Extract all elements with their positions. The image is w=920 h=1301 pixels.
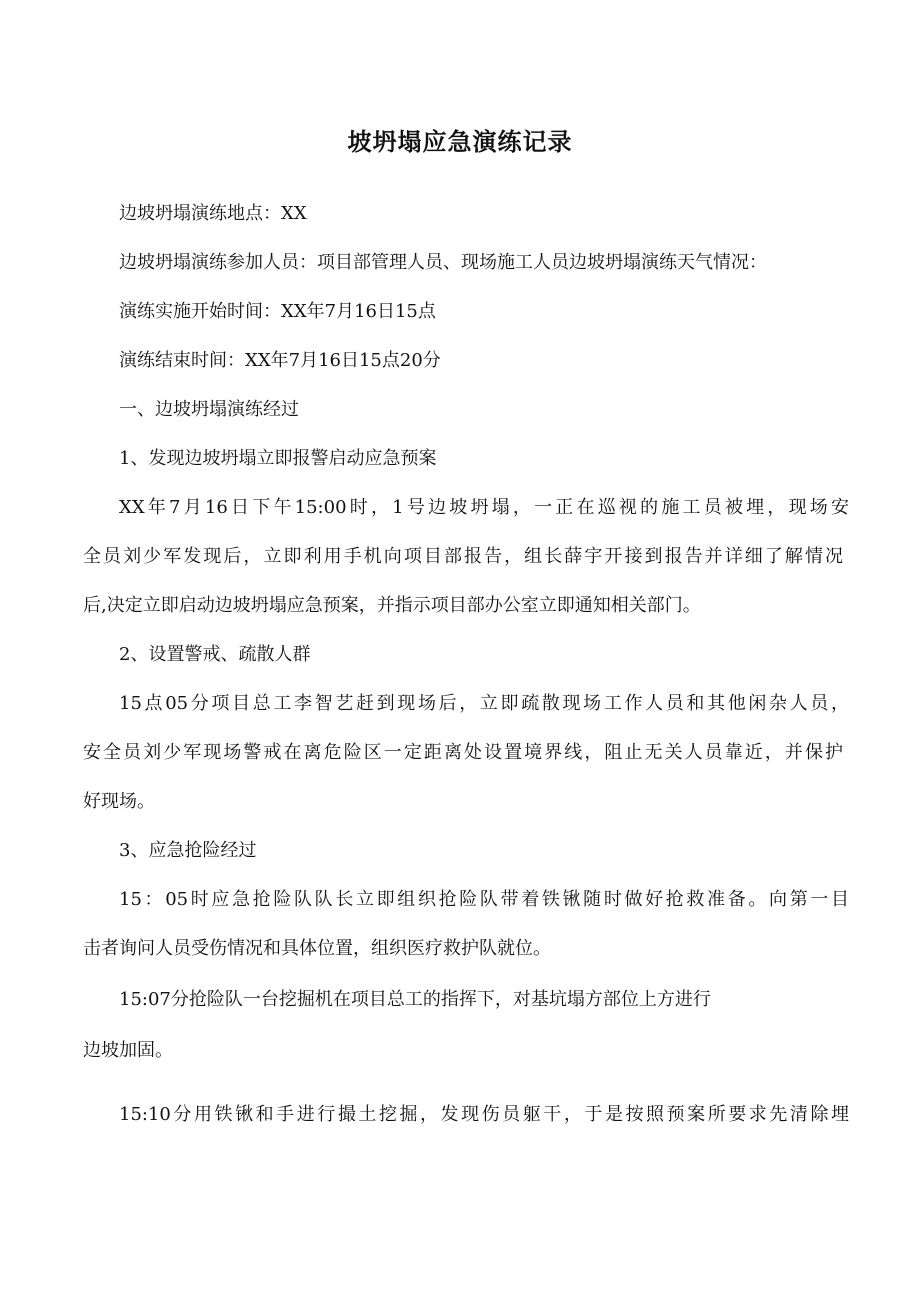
paragraph-line: 安全员刘少军现场警戒在离危险区一定距离处设置境界线，阻止无关人员靠近，并保护 [83,742,843,763]
paragraph-line: 15点05分项目总工李智艺赶到现场后，立即疏散现场工作人员和其他闲杂人员， [119,693,849,714]
subsection-heading-3: 3、应急抢险经过 [119,840,257,861]
paragraph-line: 15:07分抢险队一台挖掘机在项目总工的指挥下，对基坑塌方部位上方进行 [119,989,711,1010]
paragraph-line: 击者询问人员受伤情况和具体位置，组织医疗救护队就位。 [83,938,551,959]
subsection-heading-1: 1、发现边坡坍塌立即报警启动应急预案 [119,448,437,469]
drill-start-time: 演练实施开始时间：XX年7月16日15点 [119,301,436,322]
paragraph-line: 15：05时应急抢险队队长立即组织抢险队带着铁锹随时做好抢救准备。向第一目 [119,889,849,910]
paragraph-line: 好现场。 [83,791,155,812]
paragraph-line: 15:10分用铁锹和手进行撮土挖掘，发现伤员躯干，于是按照预案所要求先清除埋 [119,1104,849,1125]
section-heading-1: 一、边坡坍塌演练经过 [119,399,299,420]
drill-participants: 边坡坍塌演练参加人员：项目部管理人员、现场施工人员边坡坍塌演练天气情况： [119,252,767,273]
paragraph-line: XX年7月16日下午15:00时，1号边坡坍塌，一正在巡视的施工员被埋，现场安 [119,497,849,518]
document-title: 坡坍塌应急演练记录 [347,128,573,156]
subsection-heading-2: 2、设置警戒、疏散人群 [119,644,311,665]
drill-end-time: 演练结束时间：XX年7月16日15点20分 [119,350,441,371]
paragraph-line: 边坡加固。 [83,1040,173,1061]
drill-location: 边坡坍塌演练地点：XX [119,203,307,224]
paragraph-line: 全员刘少军发现后，立即利用手机向项目部报告，组长薛宇开接到报告并详细了解情况 [83,546,843,567]
paragraph-line: 后,决定立即启动边坡坍塌应急预案，并指示项目部办公室立即通知相关部门。 [83,595,701,616]
